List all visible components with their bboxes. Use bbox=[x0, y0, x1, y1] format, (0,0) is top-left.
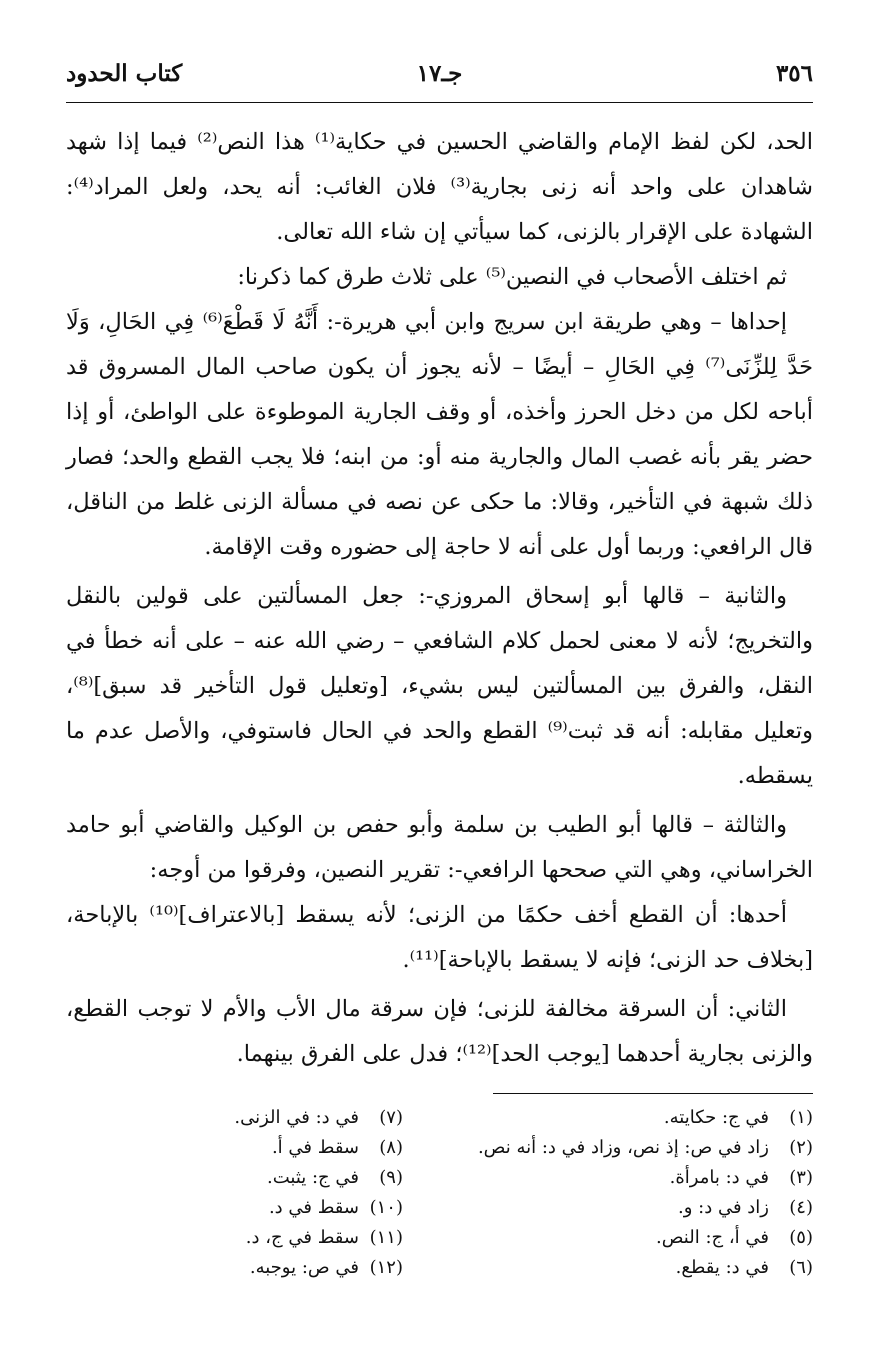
footnote bbox=[433, 1223, 813, 1253]
running-title: كتاب الحدود bbox=[66, 60, 183, 87]
footnote-number: (٨) bbox=[379, 1137, 403, 1158]
page-header bbox=[66, 56, 813, 96]
footnote bbox=[63, 1103, 403, 1133]
paragraph: الثاني: أن السرقة مخالفة للزنى؛ فإن سرقة مال الأب والأم لا توجب القطع، والزنى بجارية أحدهما [يوجب الحد]⁽¹²⁾؛ فدل على الفرق بينهما. bbox=[66, 996, 813, 1067]
footnote-text: في أ، ج: النص. bbox=[656, 1227, 769, 1248]
footnote bbox=[433, 1103, 813, 1133]
footnote bbox=[63, 1133, 403, 1163]
page-number: ٣٥٦ bbox=[775, 60, 813, 87]
footnote-text: سقط في د. bbox=[268, 1197, 359, 1218]
main-text bbox=[66, 120, 813, 1077]
footnote-number: (٣) bbox=[789, 1167, 813, 1188]
footnote-text: في د: يقطع. bbox=[675, 1257, 769, 1278]
paragraph: أحدها: أن القطع أخف حكمًا من الزنى؛ لأنه يسقط [بالاعتراف]⁽¹⁰⁾ بالإباحة، [بخلاف حد الزنى؛ فإنه لا يسقط بالإباحة]⁽¹¹⁾. bbox=[66, 902, 813, 973]
footnote-number: (١١) bbox=[369, 1227, 403, 1248]
footnote bbox=[433, 1253, 813, 1283]
footnote bbox=[433, 1133, 813, 1163]
footnote-column-right bbox=[433, 1103, 813, 1283]
footnote-text: في د: بامرأة. bbox=[669, 1167, 769, 1188]
footnote bbox=[63, 1193, 403, 1223]
footnote-text: زاد في ص: إذ نص، وزاد في د: أنه نص. bbox=[477, 1137, 769, 1158]
footnote bbox=[63, 1163, 403, 1193]
footnote-divider bbox=[493, 1093, 813, 1094]
footnote-number: (٤) bbox=[789, 1197, 813, 1218]
footnote-text: زاد في د: و. bbox=[678, 1197, 769, 1218]
paragraph: إحداها – وهي طريقة ابن سريج وابن أبي هريرة-: أَنَّهُ لَا قَطْعَ⁽⁶⁾ فِي الحَالِ، وَلَا حَدَّ لِلزِّنَى⁽⁷⁾ فِي الحَالِ – أيضًا – لأنه يجوز أن يكون صاحب المال المسروق قد أباحه لكل من دخل الحرز وأخذه، أو وقف الجارية الموطوءة على الواطئ، أو إذا حضر يقر بأنه غصب المال والجارية منه أو: من ابنه؛ فلا يجب القطع والحد؛ فصار ذلك شبهة في التأخير، وقالا: ما حكى عن نصه في مسألة الزنى غلط من الناقل، قال الرافعي: وربما أول على أنه لا حاجة إلى حضوره وقت الإقامة. bbox=[66, 309, 813, 560]
paragraph: والثانية – قالها أبو إسحاق المروزي-: جعل المسألتين على قولين بالنقل والتخريج؛ لأنه لا معنى لحمل كلام الشافعي – رضي الله عنه – على أنه خطأ في النقل، والفرق بين المسألتين ليس بشيء، [وتعليل قول التأخير قد سبق]⁽⁸⁾، وتعليل مقابله: أنه قد ثبت⁽⁹⁾ القطع والحد في الحال فاستوفي، والأصل عدم ما يسقطه. bbox=[66, 583, 813, 789]
footnote-text: سقط في أ. bbox=[271, 1137, 359, 1158]
footnote-text: في د: في الزنى. bbox=[234, 1107, 359, 1128]
footnote-number: (٦) bbox=[789, 1257, 813, 1278]
footnote-number: (١٢) bbox=[369, 1257, 403, 1278]
footnote-number: (٢) bbox=[789, 1137, 813, 1158]
footnote-number: (٧) bbox=[379, 1107, 403, 1128]
footnote-number: (١) bbox=[789, 1107, 813, 1128]
footnote bbox=[433, 1163, 813, 1193]
paragraph: الحد، لكن لفظ الإمام والقاضي الحسين في حكاية⁽¹⁾ هذا النص⁽²⁾ فيما إذا شهد شاهدان على واحد أنه زنى بجارية⁽³⁾ فلان الغائب: أنه يحد، ولعل المراد⁽⁴⁾: الشهادة على الإقرار بالزنى، كما سيأتي إن شاء الله تعالى. bbox=[66, 129, 814, 245]
footnote bbox=[63, 1223, 403, 1253]
paragraph: والثالثة – قالها أبو الطيب بن سلمة وأبو حفص بن الوكيل والقاضي أبو حامد الخراساني، وهي التي صححها الرافعي-: تقرير النصين، وفرقوا من أوجه: bbox=[66, 812, 813, 883]
footnote-number: (٥) bbox=[789, 1227, 813, 1248]
paragraph: ثم اختلف الأصحاب في النصين⁽⁵⁾ على ثلاث طرق كما ذكرنا: bbox=[237, 264, 787, 290]
header-divider bbox=[66, 102, 813, 103]
footnote-number: (٩) bbox=[379, 1167, 403, 1188]
footnote-text: في ص: يوجبه. bbox=[249, 1257, 359, 1278]
volume-label: جـ١٧ bbox=[416, 60, 463, 87]
footnote-text: في ج: يثبت. bbox=[266, 1167, 359, 1188]
footnote-text: سقط في ج، د. bbox=[245, 1227, 359, 1248]
footnote-column-left bbox=[63, 1103, 403, 1283]
footnote-text: في ج: حكايته. bbox=[663, 1107, 769, 1128]
footnote-number: (١٠) bbox=[369, 1197, 403, 1218]
footnote bbox=[63, 1253, 403, 1283]
footnote bbox=[433, 1193, 813, 1223]
